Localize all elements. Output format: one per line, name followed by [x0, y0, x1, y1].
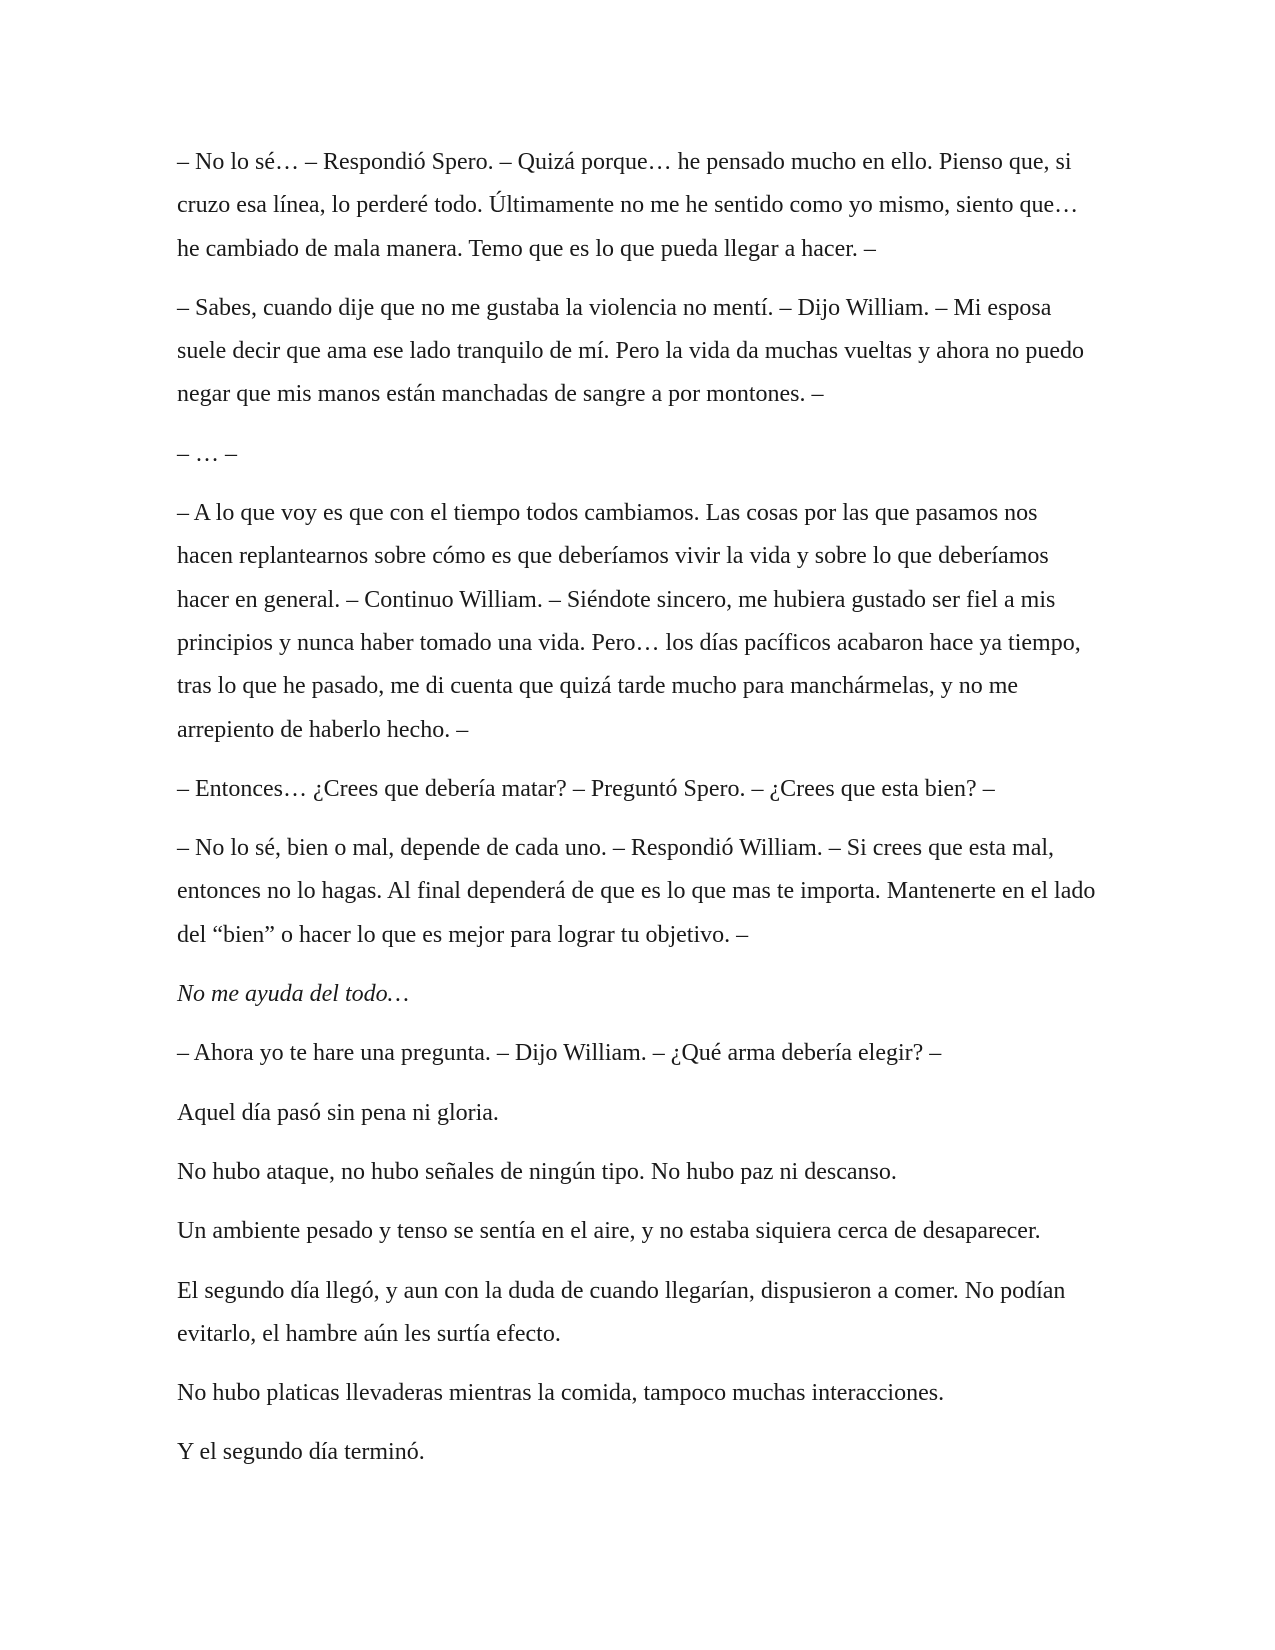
document-body: [177, 141, 1097, 1491]
paragraph-3: – … –: [177, 440, 237, 467]
paragraph-4: – A lo que voy es que con el tiempo todos cambiamos. Las cosas por las que pasamos nos hacen replantearnos sobre cómo es que deberíamos vivir la vida y sobre lo que deberíamos hacer en general. – Continuo William. – Siéndote sincero, me hubiera gustado ser fiel a mis principios y nunca haber tomado una vida. Pero… los días pacíficos acabaron hace ya tiempo, tras lo que he pasado, me di cuenta que quizá tarde mucho para manchármelas, y no me arrepiento de haberlo hecho. –: [177, 500, 1081, 743]
paragraph-11: Un ambiente pesado y tenso se sentía en el aire, y no estaba siquiera cerca de desaparecer.: [177, 1218, 1041, 1245]
paragraph-9: Aquel día pasó sin pena ni gloria.: [177, 1099, 499, 1126]
paragraph-1: – No lo sé… – Respondió Spero. – Quizá porque… he pensado mucho en ello. Pienso que, si cruzo esa línea, lo perderé todo. Últimamente no me he sentido como yo mismo, siento que… he cambiado de mala manera. Temo que es lo que pueda llegar a hacer. –: [177, 149, 1079, 262]
paragraph-8: – Ahora yo te hare una pregunta. – Dijo William. – ¿Qué arma debería elegir? –: [177, 1040, 942, 1067]
paragraph-14: Y el segundo día terminó.: [177, 1439, 425, 1466]
paragraph-12: El segundo día llegó, y aun con la duda de cuando llegarían, dispusieron a comer. No podían evitarlo, el hambre aún les surtía efecto.: [177, 1277, 1066, 1347]
paragraph-13: No hubo platicas llevaderas mientras la comida, tampoco muchas interacciones.: [177, 1380, 945, 1407]
paragraph-7-thought: No me ayuda del todo…: [177, 981, 409, 1008]
paragraph-10: No hubo ataque, no hubo señales de ningún tipo. No hubo paz ni descanso.: [177, 1158, 897, 1185]
paragraph-6: – No lo sé, bien o mal, depende de cada uno. – Respondió William. – Si crees que esta mal, entonces no lo hagas. Al final dependerá de que es lo que mas te importa. Mantenerte en el lado del “bien” o hacer lo que es mejor para lograr tu objetivo. –: [177, 835, 1096, 948]
paragraph-2: – Sabes, cuando dije que no me gustaba la violencia no mentí. – Dijo William. – Mi esposa suele decir que ama ese lado tranquilo de mí. Pero la vida da muchas vueltas y ahora no puedo negar que mis manos están manchadas de sangre a por montones. –: [177, 294, 1085, 408]
paragraph-5: – Entonces… ¿Crees que debería matar? – Preguntó Spero. – ¿Crees que esta bien? –: [177, 775, 995, 802]
